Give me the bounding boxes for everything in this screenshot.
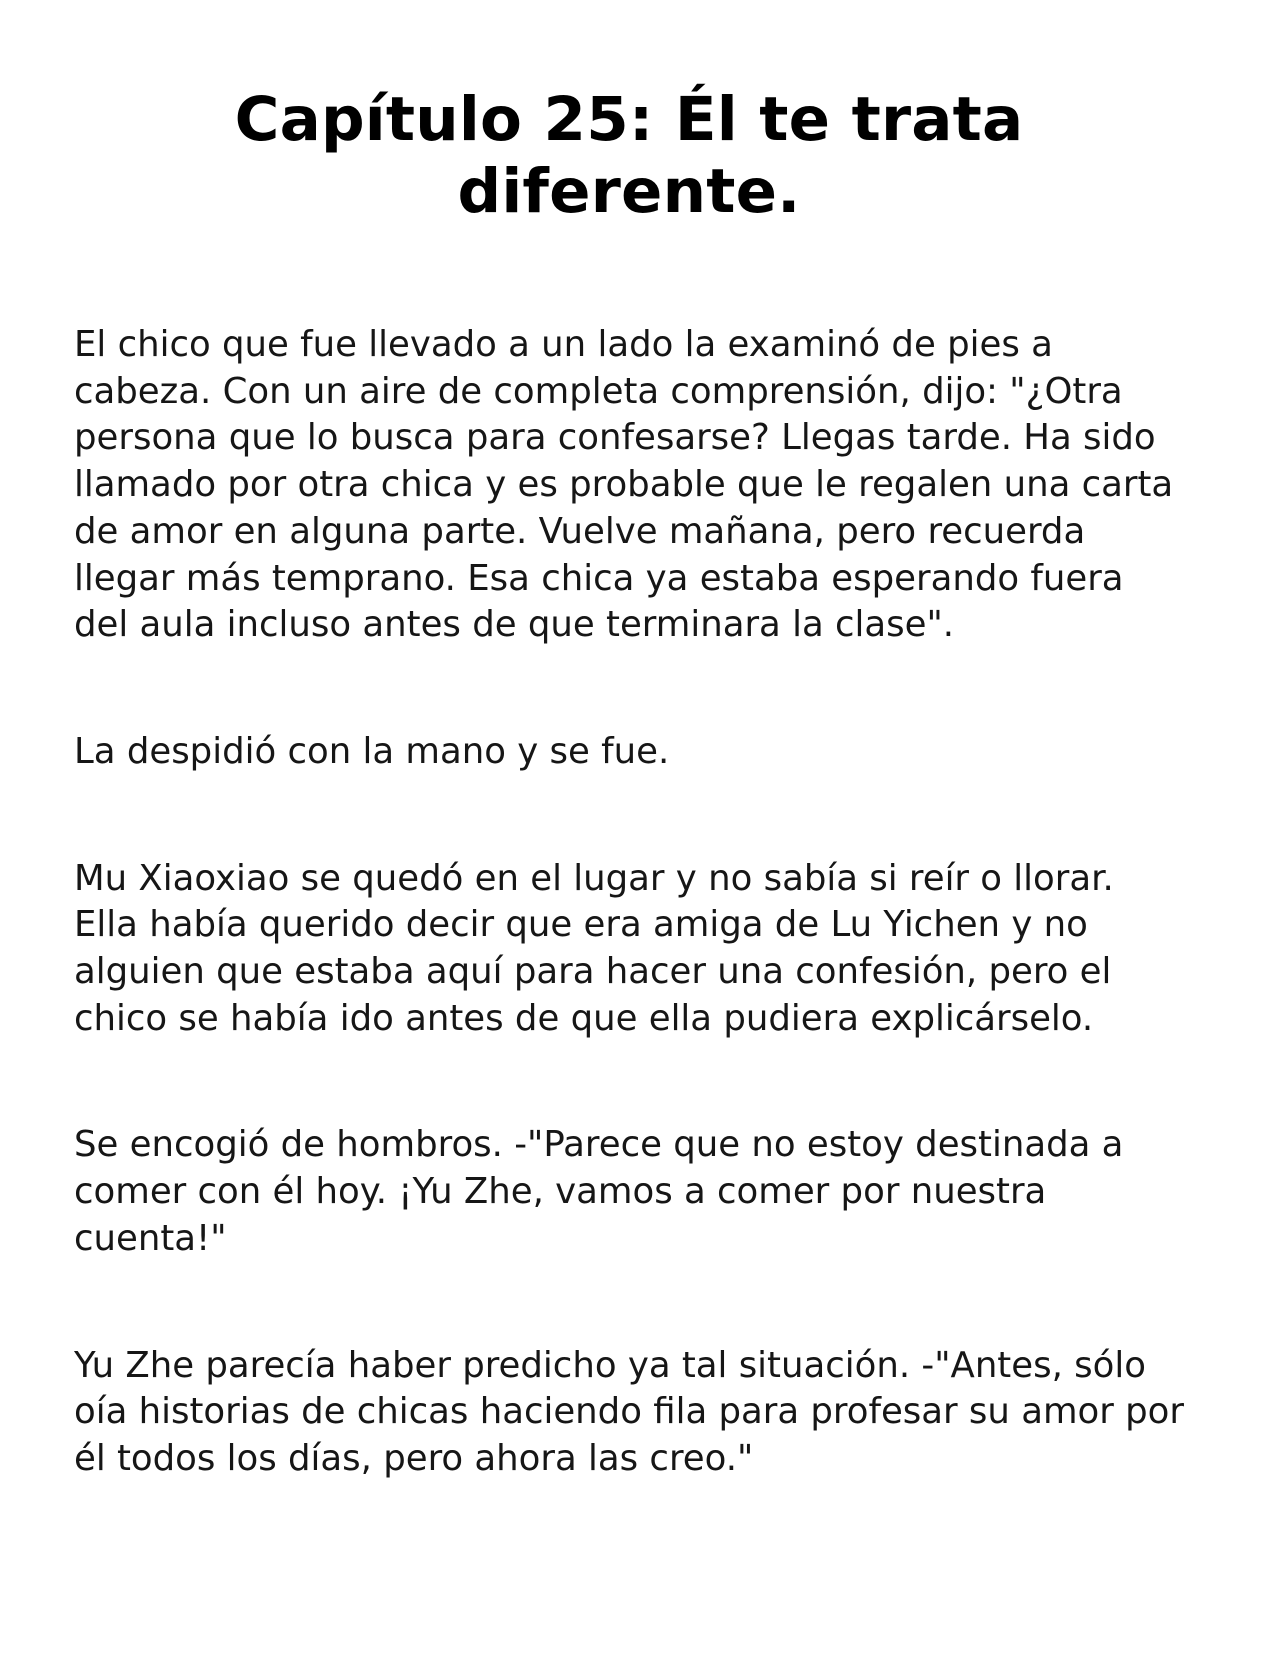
paragraph-3: Mu Xiaoxiao se quedó en el lugar y no sabía si reír o llorar. Ella había querido decir que era amiga de Lu Yichen y no alguien que estaba aquí para hacer una confesión, pero el chico se había ido antes de que ella pudiera explicárselo. <box>74 857 1114 1039</box>
chapter-title: Capítulo 25: Él te trata diferente. <box>234 84 1024 227</box>
paragraph-1: El chico que fue llevado a un lado la examinó de pies a cabeza. Con un aire de completa comprensión, dijo: "¿Otra persona que lo busca para confesarse? Llegas tarde. Ha sido llamado por otra chica y es probable que le regalen una carta de amor en alguna parte. Vuelve mañana, pero recuerda llegar más temprano. Esa chica ya estaba esperando fuera del aula incluso antes de que terminara la clase". <box>74 324 1174 646</box>
paragraph-4: Se encogió de hombros. -"Parece que no estoy destinada a comer con él hoy. ¡Yu Zhe, vamos a comer por nuestra cuenta!" <box>74 1124 1124 1259</box>
paragraph-2: La despidió con la mano y se fue. <box>74 730 670 772</box>
paragraph-5: Yu Zhe parecía haber predicho ya tal situación. -"Antes, sólo oía historias de chicas haciendo fila para profesar su amor por él todos los días, pero ahora las creo." <box>74 1344 1184 1479</box>
chapter-body <box>74 322 1184 1483</box>
